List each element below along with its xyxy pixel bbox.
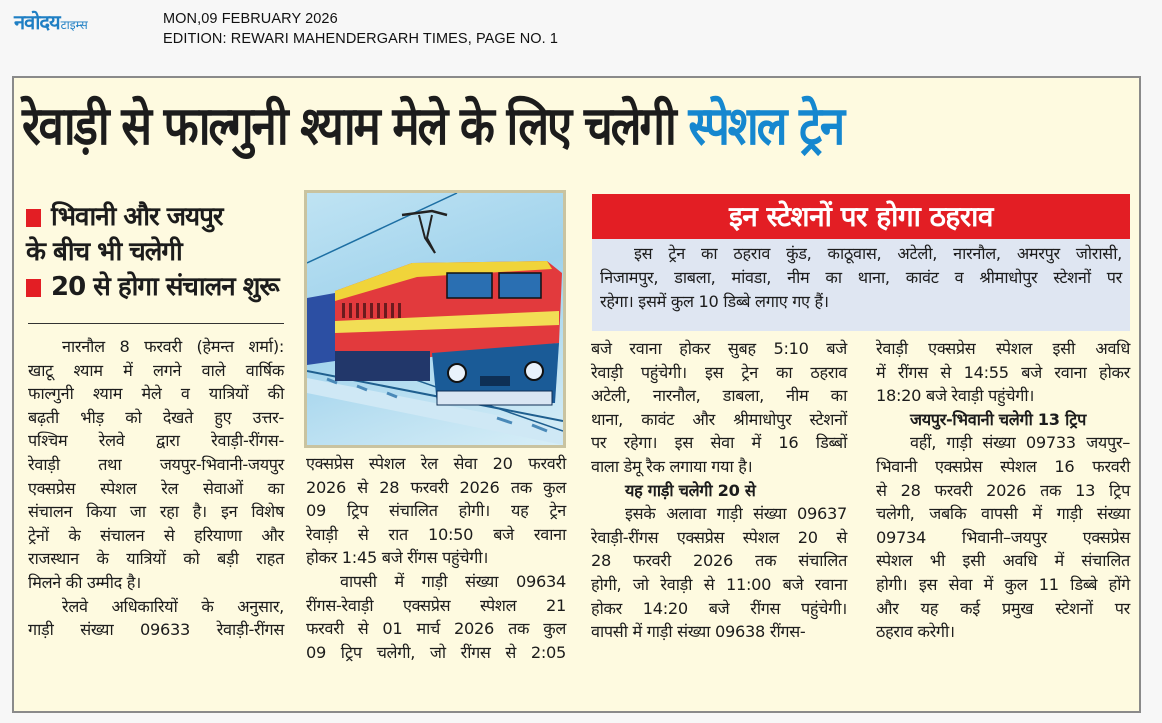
subhead-2	[26, 270, 282, 305]
text-line: वापसी में गाड़ी संख्या 09634	[340, 571, 566, 591]
text-line: निजामपुर, डाबला, मांवडा, नीम का थाना, कावंट व श्रीमाधोपुर स्टेशनों पर	[600, 268, 1122, 287]
red-square-bullet-icon	[26, 209, 41, 227]
article-column-4	[876, 337, 1130, 644]
text-line: रेवाड़ी पहुंचेगी। इस ट्रेन का ठहराव	[591, 362, 847, 382]
text-line: 09734 भिवानी–जयपुर एक्सप्रेस	[876, 527, 1130, 547]
text-line: एक्सप्रेस स्पेशल रेल सेवाओं का	[28, 478, 284, 498]
text-line: होकर 1:45 बजे रींगस पहुंचेगी।	[306, 548, 489, 568]
text-line: फरवरी से 01 मार्च 2026 तक कुल	[306, 619, 566, 639]
text-line: खाटू श्याम में लगने वाले वार्षिक	[28, 360, 284, 380]
headline	[22, 92, 977, 162]
text-line: और यह कई प्रमुख स्टेशनों पर	[876, 598, 1130, 618]
text-line: 09 ट्रिप संचालित होगी। यह ट्रेन	[306, 501, 566, 521]
text-line: फाल्गुनी श्याम मेले व यात्रियों की	[28, 384, 284, 404]
text-line: इसके अलावा गाड़ी संख्या 09637	[625, 504, 847, 524]
text-line: होगी। इस सेवा में कुल 11 डिब्बे होंगे	[876, 574, 1130, 594]
article-column-1	[28, 335, 284, 642]
text-line: पर रहेगा। इस सेवा में 16 डिब्बों	[591, 433, 847, 453]
text-line: ठहराव करेगी।	[876, 622, 955, 642]
text-line: ट्रेनों के संचालन से हरियाणा और	[28, 525, 284, 545]
subhead-2-line1: 20 से होगा संचालन शुरू	[51, 272, 279, 302]
news-clipping	[12, 76, 1141, 713]
subhead-1-line2: के बीच भी चलेगी	[26, 237, 182, 267]
text-line: वापसी में गाड़ी संख्या 09638 रींगस-	[591, 622, 806, 642]
text-line: होगी, जो रेवाड़ी से 11:00 बजे रवाना	[591, 574, 847, 594]
text-line: इस ट्रेन का ठहराव कुंड, काठूवास, अटेली, नारनौल, अमरपुर जोरासी,	[634, 244, 1122, 263]
section-subheading: जयपुर-भिवानी चलेगी 13 ट्रिप	[910, 409, 1087, 429]
text-line: संचालन किया जा रहा है। इन विशेष	[28, 502, 284, 522]
red-square-bullet-icon	[26, 279, 41, 297]
text-line: रहेगा। इसमें कुल 10 डिब्बे लगाए गए हैं।	[600, 292, 829, 311]
text-line: रींगस-रेवाड़ी एक्सप्रेस स्पेशल 21	[306, 595, 566, 615]
subhead-1	[26, 200, 282, 235]
subhead-1-line1: भिवानी और जयपुर	[51, 202, 223, 232]
text-line: बढ़ती भीड़ को देखते हुए उत्तर-	[28, 407, 284, 427]
logo-main-text: नवोदय	[14, 10, 60, 34]
text-line: 28 फरवरी 2026 तक संचालित	[591, 551, 847, 571]
article-column-3	[591, 337, 847, 644]
stations-box-title: इन स्टेशनों पर होगा ठहराव	[592, 194, 1130, 239]
text-line: पश्चिम रेलवे द्वारा रेवाड़ी-रींगस-	[28, 431, 284, 451]
text-line: में रींगस से 14:55 बजे रवाना होकर	[876, 362, 1130, 382]
text-line: रेवाड़ी तथा जयपुर-भिवानी-जयपुर	[28, 454, 284, 474]
subhead-divider	[28, 323, 284, 324]
text-line: 09 ट्रिप चलेगी, जो रींगस से 2:05	[306, 642, 566, 662]
headline-accent: स्पेशल ट्रेन	[688, 96, 844, 157]
text-line: रेलवे अधिकारियों के अनुसार,	[62, 596, 284, 616]
article-column-2	[306, 452, 566, 664]
text-line: रेवाड़ी से रात 10:50 बजे रवाना	[306, 524, 566, 544]
text-line: रेवाड़ी-रींगस एक्सप्रेस स्पेशल 20 से	[591, 527, 847, 547]
subheads	[26, 200, 282, 305]
text-line: बजे रवाना होकर सुबह 5:10 बजे	[591, 339, 847, 358]
text-line: स्पेशल भी इसी अवधि में संचालित	[876, 551, 1130, 571]
text-line: होकर 14:20 बजे रींगस पहुंचेगी।	[591, 598, 847, 618]
logo-sub-text: टाइम्स	[60, 18, 88, 32]
text-line: थाना, कावंट और श्रीमाधोपुर स्टेशनों	[591, 409, 847, 429]
section-subheading: यह गाड़ी चलेगी 20 से	[625, 480, 756, 500]
text-line: नारनौल 8 फरवरी (हेमन्त शर्मा):	[62, 337, 284, 356]
text-line: 18:20 बजे रेवाड़ी पहुंचेगी।	[876, 386, 1035, 406]
headline-main: रेवाड़ी से फाल्गुनी श्याम मेले के लिए चलेगी	[22, 96, 689, 157]
stations-box	[592, 194, 1130, 331]
text-line: वहीं, गाड़ी संख्या 09733 जयपुर–	[910, 433, 1130, 453]
text-line: रेवाड़ी एक्सप्रेस स्पेशल इसी अवधि	[876, 339, 1130, 358]
train-illustration	[304, 190, 566, 448]
publish-date: MON,09 FEBRUARY 2026	[163, 11, 338, 27]
edition-info: EDITION: REWARI MAHENDERGARH TIMES, PAGE NO. 1	[163, 31, 559, 47]
subhead-1-cont	[26, 235, 282, 270]
text-line: मिलने की उम्मीद है।	[28, 572, 141, 592]
text-line: एक्सप्रेस स्पेशल रेल सेवा 20 फरवरी	[306, 454, 566, 473]
stations-box-body	[592, 239, 1130, 314]
text-line: भिवानी एक्सप्रेस स्पेशल 16 फरवरी	[876, 456, 1130, 476]
text-line: 2026 से 28 फरवरी 2026 तक कुल	[306, 477, 566, 497]
text-line: गाड़ी संख्या 09633 रेवाड़ी-रींगस	[28, 620, 284, 640]
newspaper-header	[0, 0, 1162, 60]
locomotive-icon	[307, 193, 563, 445]
text-line: वाला डेमू रैक लगाया गया है।	[591, 456, 753, 476]
text-line: अटेली, नारनौल, डाबला, नीम का	[591, 386, 847, 406]
navodaya-times-logo[interactable]	[14, 12, 88, 32]
text-line: राजस्थान के यात्रियों को बड़ी राहत	[28, 549, 284, 569]
edition-meta	[163, 9, 558, 49]
text-line: से 28 फरवरी 2026 तक 13 ट्रिप	[876, 480, 1130, 500]
text-line: चलेगी, जबकि वापसी में गाड़ी संख्या	[876, 504, 1130, 524]
